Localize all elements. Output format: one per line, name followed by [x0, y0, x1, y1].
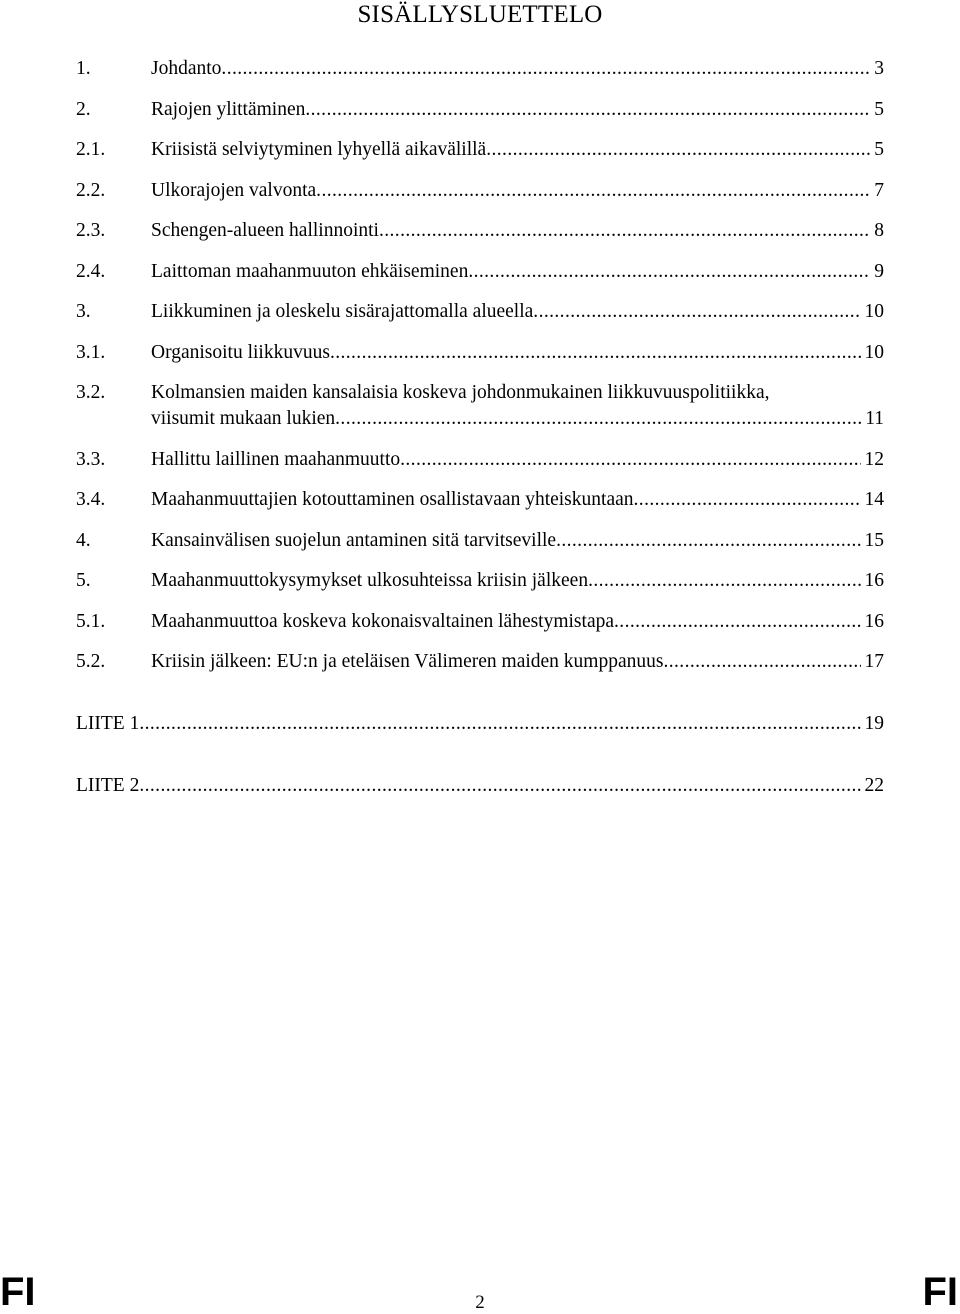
toc-item[interactable]	[76, 568, 884, 594]
toc-annex-title: LIITE 1	[76, 713, 140, 734]
toc-item-number: 2.2.	[76, 180, 106, 201]
dot-leader	[335, 406, 861, 432]
toc-item-number: 5.	[76, 570, 91, 591]
toc-item-page: 17	[864, 651, 884, 672]
document-title: SISÄLLYSLUETTELO	[357, 1, 603, 28]
toc-item-page: 10	[864, 301, 884, 322]
footer-page-number: 2	[475, 1292, 485, 1313]
dot-leader	[614, 609, 860, 635]
toc-item[interactable]	[76, 340, 884, 366]
toc-item-number: 2.1.	[76, 139, 106, 160]
toc-annex-title: LIITE 2	[76, 775, 140, 796]
toc-item-page: 7	[874, 180, 884, 201]
toc-item-title: Maahanmuuttokysymykset ulkosuhteissa kriisin jälkeen	[151, 570, 589, 591]
dot-leader	[588, 568, 860, 594]
dot-leader	[305, 97, 870, 123]
toc-item[interactable]	[76, 178, 884, 204]
dot-leader	[533, 299, 860, 325]
toc-item-title-line1: Kolmansien maiden kansalaisia koskeva johdonmukainen liikkuvuuspolitiikka,	[151, 382, 770, 403]
toc-item-title: Maahanmuuttoa koskeva kokonaisvaltainen lähestymistapa	[151, 611, 615, 632]
toc-item-page: 11	[865, 408, 884, 429]
dot-leader	[379, 218, 870, 244]
toc-item-page: 16	[864, 570, 884, 591]
toc-item-page: 8	[874, 220, 884, 241]
toc-item-number: 3.2.	[76, 382, 106, 403]
footer-language-code-right: FI	[922, 1270, 958, 1314]
toc-item-title: Kriisin jälkeen: EU:n ja eteläisen Välimeren maiden kumppanuus	[151, 651, 664, 672]
toc-annex-page: 19	[864, 713, 884, 734]
toc-item-title: Schengen-alueen hallinnointi	[151, 220, 379, 241]
toc-item[interactable]	[76, 649, 884, 675]
dot-leader	[663, 649, 860, 675]
toc-item[interactable]	[76, 259, 884, 285]
toc-item-page: 15	[864, 530, 884, 551]
toc-item-number: 2.	[76, 99, 91, 120]
dot-leader	[330, 340, 861, 366]
toc-item-number: 2.4.	[76, 261, 106, 282]
dot-leader	[139, 711, 860, 737]
toc-item-number: 3.3.	[76, 449, 106, 470]
toc-item[interactable]	[76, 528, 884, 554]
toc-item-number: 5.2.	[76, 651, 106, 672]
toc-item-page: 10	[864, 342, 884, 363]
toc-item-title: Rajojen ylittäminen	[151, 99, 306, 120]
toc-item-title: Liikkuminen ja oleskelu sisärajattomalla alueella	[151, 301, 534, 322]
toc-item[interactable]	[76, 609, 884, 635]
toc-item-page: 16	[864, 611, 884, 632]
toc-item[interactable]	[76, 56, 884, 82]
toc-item-page: 5	[874, 99, 884, 120]
dot-leader	[486, 137, 870, 163]
toc-item-page: 14	[864, 489, 884, 510]
toc-item-title: viisumit mukaan lukien	[151, 408, 336, 429]
toc-item-line1[interactable]	[76, 380, 884, 406]
footer-language-code-left: FI	[0, 1270, 36, 1314]
toc-item-page: 12	[864, 449, 884, 470]
toc-item-number: 3.4.	[76, 489, 106, 510]
toc-item-number: 3.1.	[76, 342, 106, 363]
toc-item-title: Laittoman maahanmuuton ehkäiseminen	[151, 261, 469, 282]
toc-item-number: 2.3.	[76, 220, 106, 241]
toc-item[interactable]	[76, 299, 884, 325]
toc-item-page: 5	[874, 139, 884, 160]
toc-item-title: Kriisistä selviytyminen lyhyellä aikavälillä	[151, 139, 487, 160]
toc-item-number: 5.1.	[76, 611, 106, 632]
dot-leader	[556, 528, 860, 554]
toc-item[interactable]	[76, 447, 884, 473]
toc-item-line2[interactable]	[76, 406, 884, 432]
toc-item-number: 3.	[76, 301, 91, 322]
toc-item-title: Hallittu laillinen maahanmuutto	[151, 449, 401, 470]
toc-item-title: Maahanmuuttajien kotouttaminen osallistavaan yhteiskuntaan	[151, 489, 634, 510]
dot-leader	[139, 773, 860, 799]
dot-leader	[316, 178, 870, 204]
toc-item-title: Kansainvälisen suojelun antaminen sitä tarvitseville	[151, 530, 557, 551]
toc-annex-item[interactable]	[76, 773, 884, 799]
toc-item-number: 1.	[76, 58, 91, 79]
toc-item-number: 4.	[76, 530, 91, 551]
toc-item[interactable]	[76, 97, 884, 123]
toc-item[interactable]	[76, 487, 884, 513]
dot-leader	[221, 56, 870, 82]
toc-item-title: Ulkorajojen valvonta	[151, 180, 317, 201]
toc-item-title: Organisoitu liikkuvuus	[151, 342, 330, 363]
toc-item[interactable]	[76, 137, 884, 163]
toc-item-title: Johdanto	[151, 58, 222, 79]
toc-item[interactable]	[76, 218, 884, 244]
toc-annex-item[interactable]	[76, 711, 884, 737]
toc-annex-page: 22	[864, 775, 884, 796]
toc-item-page: 9	[874, 261, 884, 282]
dot-leader	[634, 487, 861, 513]
toc-item-page: 3	[874, 58, 884, 79]
dot-leader	[400, 447, 860, 473]
dot-leader	[468, 259, 870, 285]
